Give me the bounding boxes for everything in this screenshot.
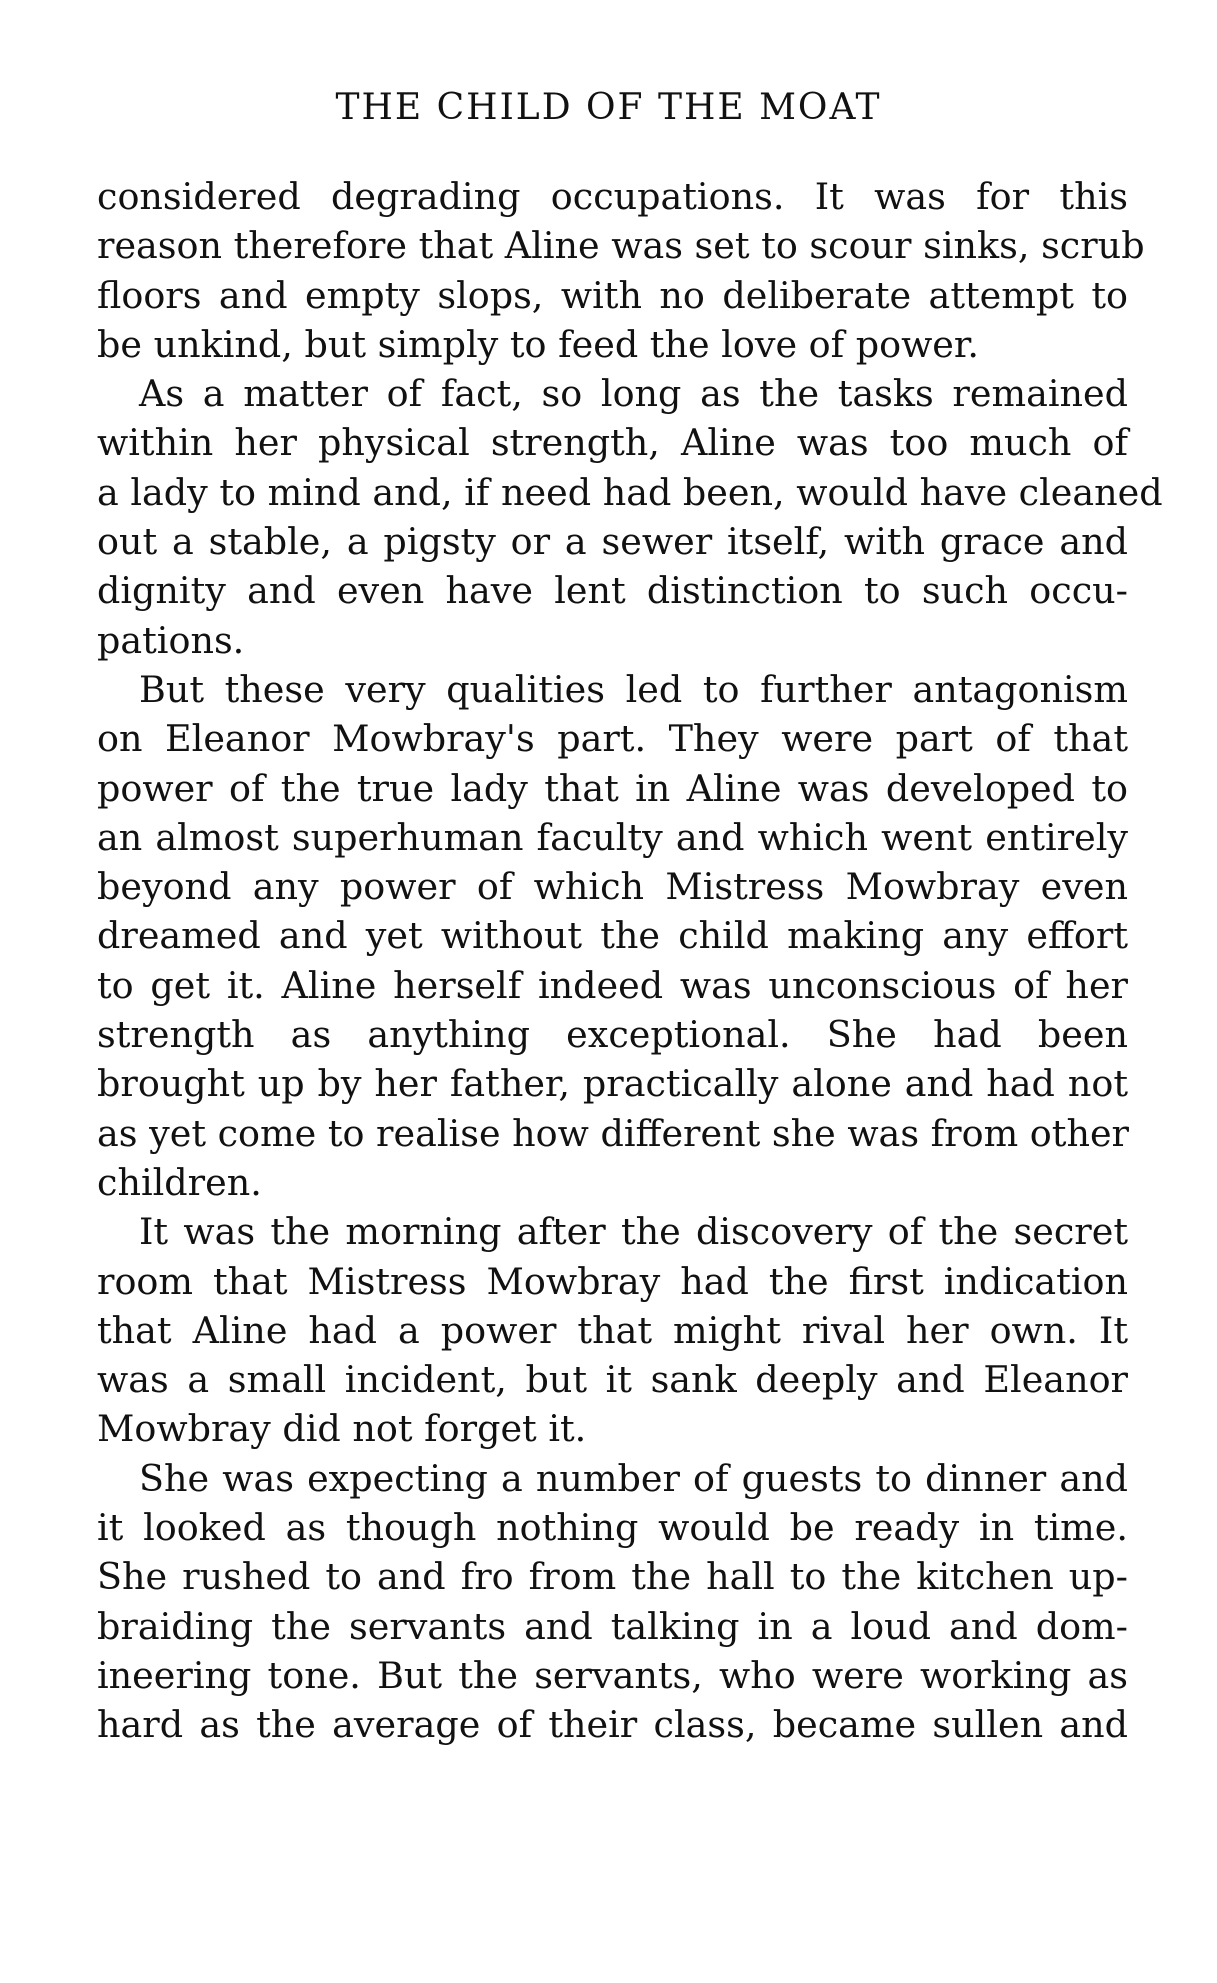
text-line: It was the morning after the discovery of the secret (139, 1210, 1128, 1254)
text-line: an almost superhuman faculty and which went entirely (97, 815, 1128, 859)
text-line: considered degrading occupations. It was for this (97, 175, 1128, 218)
paragraph (97, 1207, 1128, 1453)
text-line: a lady to mind and, if need had been, would have cleaned (97, 470, 1163, 514)
text-line: hard as the average of their class, became sullen and (97, 1703, 1128, 1747)
text-line: She was expecting a number of guests to dinner and (139, 1456, 1128, 1500)
text-line: Mowbray did not forget it. (97, 1407, 587, 1451)
text-line: on Eleanor Mowbray's part. They were part of that (97, 717, 1128, 761)
text-line: As a matter of fact, so long as the tasks remained (139, 372, 1128, 416)
text-line: room that Mistress Mowbray had the first indication (97, 1259, 1128, 1303)
text-line: that Aline had a power that might rival her own. It (97, 1308, 1128, 1352)
paragraph (97, 1454, 1128, 1750)
text-line: dignity and even have lent distinction to such occu- (97, 569, 1128, 613)
text-line: But these very qualities led to further antagonism (139, 667, 1128, 711)
text-line: be unkind, but simply to feed the love of power. (97, 322, 979, 366)
text-line: it looked as though nothing would be ready in time. (97, 1506, 1128, 1550)
paragraph (97, 665, 1128, 1207)
text-line: power of the true lady that in Aline was developed to (97, 766, 1128, 810)
text-line: strength as anything exceptional. She had been (97, 1013, 1128, 1057)
running-head-title: THE CHILD OF THE MOAT (335, 87, 882, 128)
text-line: out a stable, a pigsty or a sewer itself, with grace and (97, 520, 1128, 564)
text-line: to get it. Aline herself indeed was unconscious of her (97, 963, 1128, 1007)
text-line: reason therefore that Aline was set to scour sinks, scrub (97, 224, 1145, 268)
text-line: brought up by her father, practically alone and had not (97, 1062, 1128, 1106)
body-text (97, 172, 1163, 1750)
text-line: ineering tone. But the servants, who were working as (97, 1653, 1128, 1697)
text-line: dreamed and yet without the child making any effort (97, 914, 1128, 958)
text-line: as yet come to realise how different she was from other (97, 1111, 1129, 1155)
text-line: She rushed to and fro from the hall to the kitchen up- (97, 1555, 1128, 1599)
text-line: within her physical strength, Aline was too much of (97, 421, 1128, 465)
text-line: beyond any power of which Mistress Mowbray even (97, 865, 1128, 909)
paragraph (97, 172, 1145, 369)
text-line: braiding the servants and talking in a loud and dom- (97, 1604, 1128, 1648)
text-line: pations. (97, 618, 245, 662)
paragraph (97, 369, 1163, 665)
text-line: floors and empty slops, with no deliberate attempt to (97, 273, 1128, 317)
text-line: was a small incident, but it sank deeply and Eleanor (97, 1358, 1128, 1402)
text-line: children. (97, 1160, 262, 1204)
